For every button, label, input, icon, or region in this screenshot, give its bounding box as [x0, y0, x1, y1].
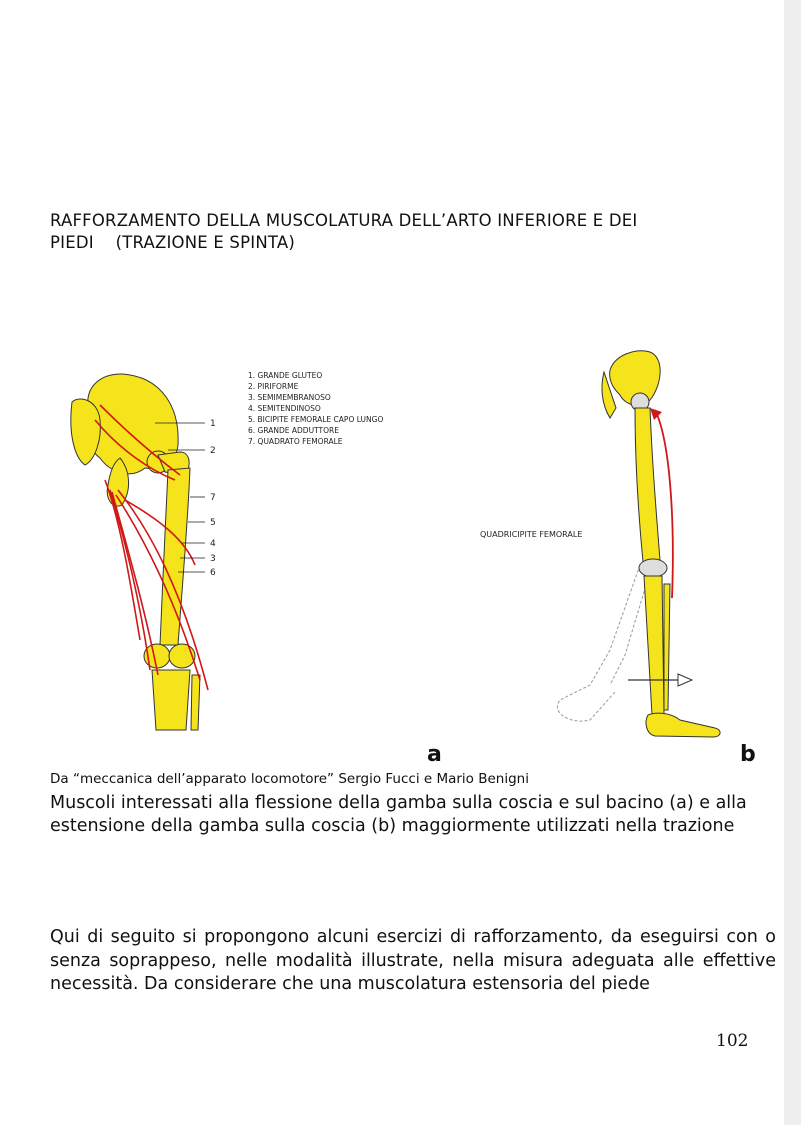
figure-caption: Muscoli interessati alla flessione della gamba sulla coscia e sul bacino (a) e alla estensione della gamba sulla coscia (b) maggiormente utilizzati nella trazione — [50, 793, 747, 836]
marker-4: 4 — [210, 539, 216, 549]
page-number: 102 — [716, 1031, 749, 1051]
marker-5: 5 — [210, 518, 216, 528]
page-title — [50, 210, 776, 254]
title-line-1: RAFFORZAMENTO DELLA MUSCOLATURA DELL’ARTO INFERIORE E DEI — [50, 211, 638, 230]
legend-item: 4. SEMITENDINOSO — [248, 404, 321, 413]
marker-3: 3 — [210, 554, 216, 564]
figure-a-bones — [71, 374, 200, 730]
figure-b-bones — [602, 351, 720, 737]
marker-2: 2 — [210, 446, 216, 456]
legend-item: 6. GRANDE ADDUTTORE — [248, 426, 339, 435]
figure-label-a: a — [427, 742, 442, 767]
marker-7: 7 — [210, 493, 216, 503]
legend-item: 1. GRANDE GLUTEO — [248, 371, 323, 380]
figure-label-b: b — [740, 742, 756, 767]
legend-item: 5. BICIPITE FEMORALE CAPO LUNGO — [248, 415, 384, 424]
legend-item: 3. SEMIMEMBRANOSO — [248, 393, 331, 402]
legend-item: 2. PIRIFORME — [248, 382, 299, 391]
figure-credit: Da “meccanica dell’apparato locomotore” Sergio Fucci e Mario Benigni — [50, 771, 529, 787]
legend-item: 7. QUADRATO FEMORALE — [248, 437, 343, 446]
figure-b-dashed-leg — [557, 565, 650, 721]
marker-1: 1 — [210, 419, 216, 429]
figure-a-markers — [210, 419, 216, 578]
title-line-2: PIEDI (TRAZIONE E SPINTA) — [50, 233, 295, 252]
marker-6: 6 — [210, 568, 216, 578]
scrollbar[interactable] — [784, 0, 801, 1125]
anatomy-illustration — [50, 340, 780, 770]
quadriceps-label: QUADRICIPITE FEMORALE — [480, 530, 583, 539]
quadriceps-arrowhead — [650, 408, 662, 420]
body-paragraph: Qui di seguito si propongono alcuni esercizi di rafforzamento, da eseguirsi con o senza soprappeso, nelle modalità illustrate, nella misura adeguata alle effettive necessità. Da considerare che una muscolatura estensoria del piede — [50, 927, 776, 994]
anatomy-figure — [50, 340, 780, 770]
muscle-legend — [248, 371, 383, 446]
